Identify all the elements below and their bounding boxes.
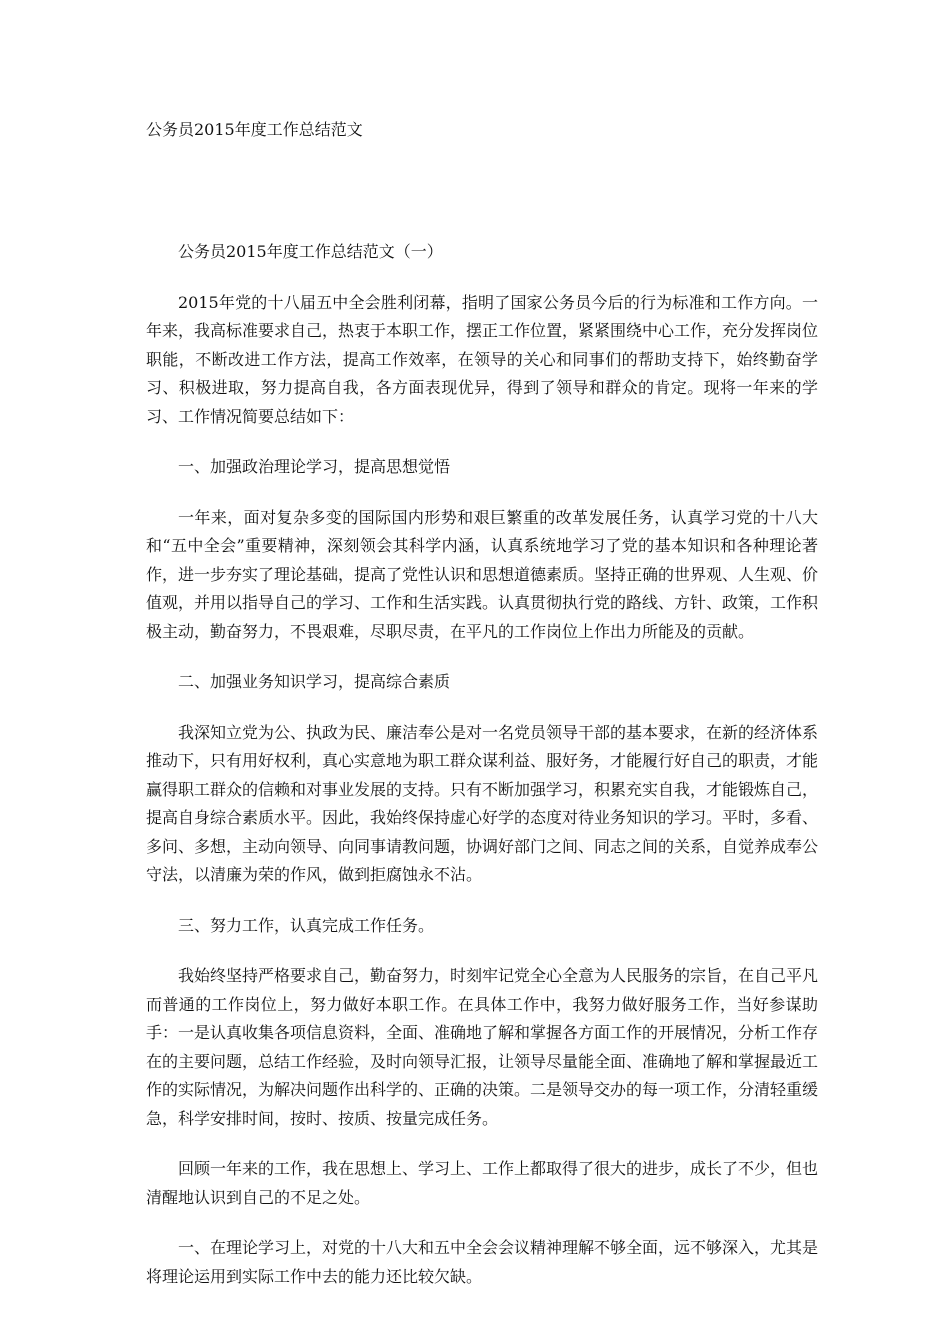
- paragraph-1: 一年来，面对复杂多变的国际国内形势和艰巨繁重的改革发展任务，认真学习党的十八大和“五中全会”重要精神，深刻领会其科学内涵，认真系统地学习了党的基本知识和各种理论著作，进一步夯实了理论基础，提高了党性认识和思想道德素质。坚持正确的世界观、人生观、价值观，并用以指导自己的学习、工作和生活实践。认真贯彻执行党的路线、方针、政策，工作积极主动，勤奋努力，不畏艰难，尽职尽责，在平凡的工作岗位上作出力所能及的贡献。: [146, 507, 819, 641]
- section-heading-1: 一、加强政治理论学习，提高思想觉悟: [178, 457, 451, 476]
- section-heading-2: 二、加强业务知识学习，提高综合素质: [178, 672, 451, 691]
- paragraph-3: 我始终坚持严格要求自己，勤奋努力，时刻牢记党全心全意为人民服务的宗旨，在自己平凡而普通的工作岗位上，努力做好本职工作。在具体工作中，我努力做好服务工作，当好参谋助手：一是认真收集各项信息资料，全面、准确地了解和掌握各方面工作的开展情况，分析工作存在的主要问题，总结工作经验，及时向领导汇报，让领导尽量能全面、准确地了解和掌握最近工作的实际情况，为解决问题作出科学的、正确的决策。二是领导交办的每一项工作，分清轻重缓急，科学安排时间，按时、按质、按量完成任务。: [146, 966, 819, 1128]
- section-heading-3: 三、努力工作，认真完成工作任务。: [178, 915, 435, 935]
- paragraph-4: 回顾一年来的工作，我在思想上、学习上、工作上都取得了很大的进步，成长了不少，但也清醒地认识到自己的不足之处。: [146, 1159, 819, 1207]
- document-subtitle: 公务员2015年度工作总结范文（一）: [178, 242, 443, 261]
- paragraph-2: 我深知立党为公、执政为民、廉洁奉公是对一名党员领导干部的基本要求，在新的经济体系推动下，只有用好权利，真心实意地为职工群众谋利益、服好务，才能履行好自己的职责，才能赢得职工群众的信赖和对事业发展的支持。只有不断加强学习，积累充实自我，才能锻炼自己，提高自身综合素质水平。因此，我始终保持虚心好学的态度对待业务知识的学习。平时，多看、多问、多想，主动向领导、向同事请教问题，协调好部门之间、同志之间的关系，自觉养成奉公守法，以清廉为荣的作风，做到拒腐蚀永不沾。: [146, 722, 819, 884]
- document-title: 公务员2015年度工作总结范文: [146, 120, 363, 139]
- document-body: [146, 238, 818, 1313]
- paragraph-intro: 2015年党的十八届五中全会胜利闭幕，指明了国家公务员今后的行为标准和工作方向。一年来，我高标准要求自己，热衷于本职工作，摆正工作位置，紧紧围绕中心工作，充分发挥岗位职能，不断改进工作方法，提高工作效率，在领导的关心和同事们的帮助支持下，始终勤奋学习、积极进取，努力提高自我，各方面表现优异，得到了领导和群众的肯定。现将一年来的学习、工作情况简要总结如下：: [146, 292, 819, 426]
- paragraph-5: 一、在理论学习上，对党的十八大和五中全会会议精神理解不够全面，远不够深入，尤其是将理论运用到实际工作中去的能力还比较欠缺。: [146, 1238, 819, 1286]
